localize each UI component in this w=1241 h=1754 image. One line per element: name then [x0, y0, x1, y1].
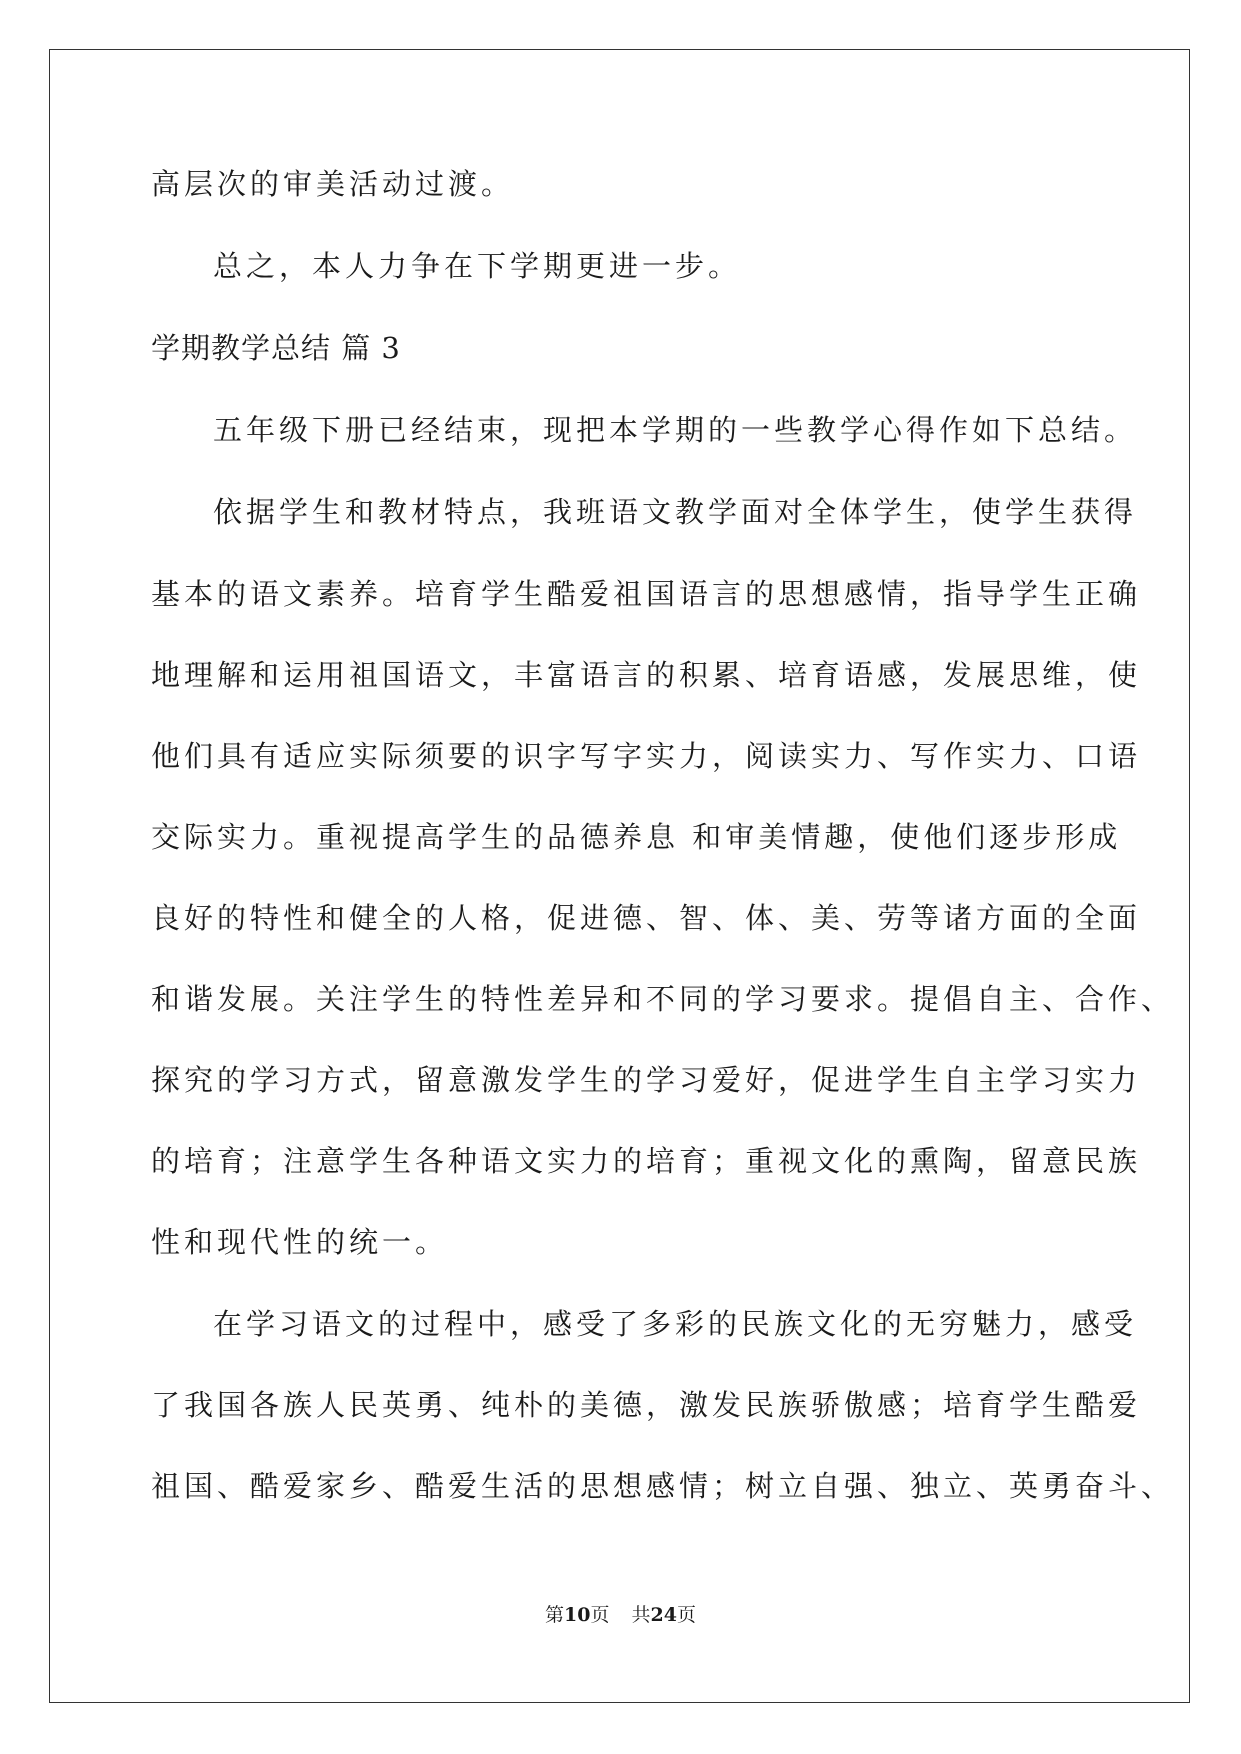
- paragraph-line: 性和现代性的统一。: [151, 1225, 449, 1259]
- paragraph-line: 祖国、酷爱家乡、酷爱生活的思想感情；树立自强、独立、英勇奋斗、: [151, 1469, 1175, 1503]
- page-unit: 页: [590, 1604, 610, 1626]
- paragraph-line: 总之，本人力争在下学期更进一步。: [213, 249, 742, 283]
- paragraph-line: 在学习语文的过程中，感受了多彩的民族文化的无穷魅力，感受: [213, 1307, 1138, 1341]
- page-footer: [0, 1603, 1241, 1627]
- paragraph-line: 探究的学习方式，留意激发学生的学习爱好，促进学生自主学习实力: [151, 1063, 1142, 1097]
- paragraph-line: 基本的语文素养。培育学生酷爱祖国语言的思想感情，指导学生正确: [151, 577, 1142, 611]
- page-prefix: 第: [545, 1604, 565, 1626]
- section-heading: 学期教学总结 篇 3: [151, 331, 401, 365]
- total-pages: 24: [650, 1604, 677, 1626]
- paragraph-line: 地理解和运用祖国语文，丰富语言的积累、培育语感，发展思维，使: [151, 658, 1142, 692]
- paragraph-line: 和谐发展。关注学生的特性差异和不同的学习要求。提倡自主、合作、: [151, 982, 1175, 1016]
- page-number: 10: [564, 1604, 591, 1626]
- page-border: [49, 49, 1190, 1703]
- total-prefix: 共: [631, 1604, 651, 1626]
- paragraph-line: 依据学生和教材特点，我班语文教学面对全体学生，使学生获得: [213, 495, 1138, 529]
- paragraph-line: 高层次的审美活动过渡。: [151, 167, 515, 201]
- paragraph-line: 他们具有适应实际须要的识字写字实力，阅读实力、写作实力、口语: [151, 739, 1142, 773]
- total-unit: 页: [676, 1604, 696, 1626]
- paragraph-line: 交际实力。重视提高学生的品德养息 和审美情趣，使他们逐步形成: [151, 820, 1122, 854]
- paragraph-line: 良好的特性和健全的人格，促进德、智、体、美、劳等诸方面的全面: [151, 901, 1142, 935]
- paragraph-line: 了我国各族人民英勇、纯朴的美德，激发民族骄傲感；培育学生酷爱: [151, 1388, 1142, 1422]
- paragraph-line: 五年级下册已经结束，现把本学期的一些教学心得作如下总结。: [213, 413, 1138, 447]
- paragraph-line: 的培育；注意学生各种语文实力的培育；重视文化的熏陶，留意民族: [151, 1144, 1142, 1178]
